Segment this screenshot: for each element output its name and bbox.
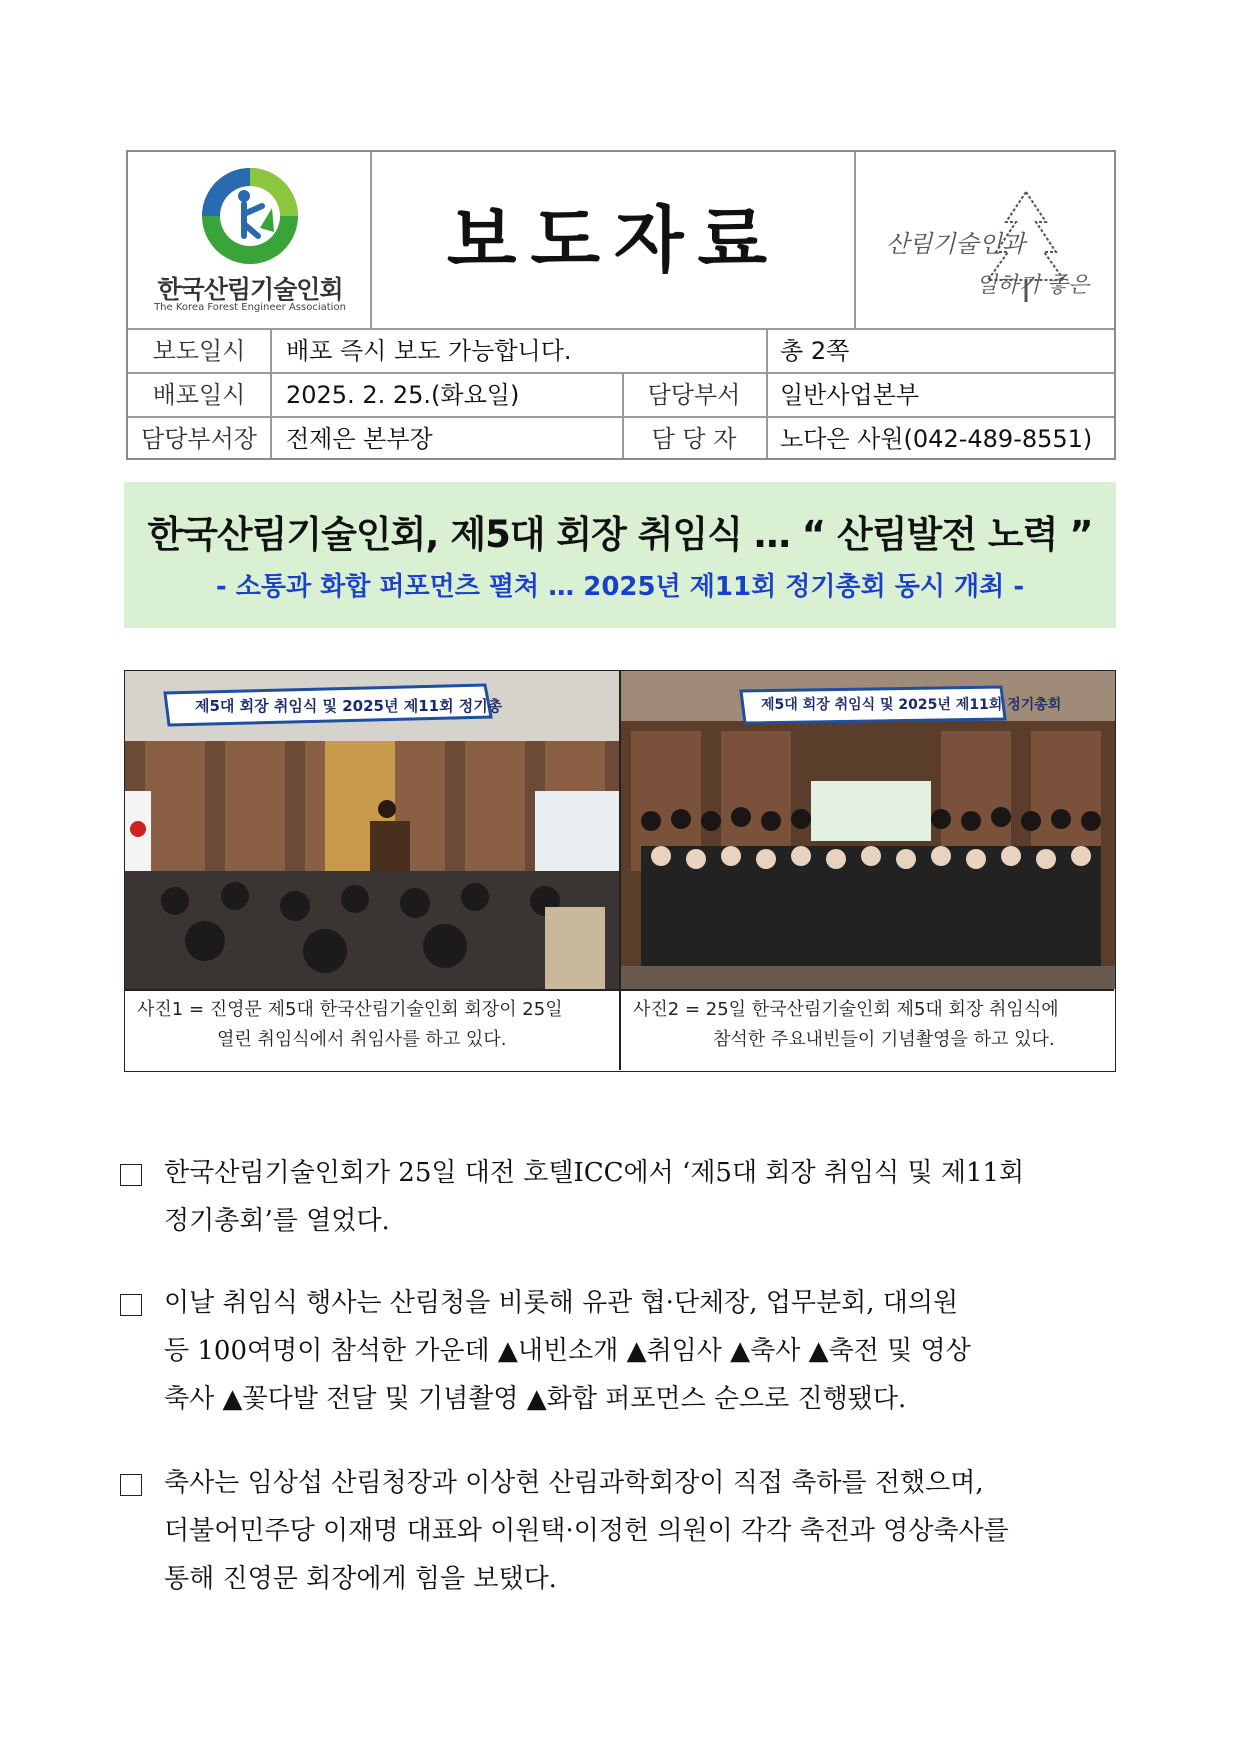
distribution-label: 배포일시 [152, 381, 246, 409]
checkbox-bullet-icon [120, 1474, 142, 1496]
dept-head-value: 전제은 본부장 [286, 425, 433, 453]
contact-value: 노다은 사원(042-489-8551) [780, 425, 1093, 453]
press-header-table [126, 150, 1116, 460]
paragraph-line: 더불어민주당 이재명 대표와 이원택·이정헌 의원이 각각 축전과 영상축사를 [164, 1516, 1009, 1546]
photo-1-ceremony-speech [125, 671, 619, 989]
org-logo [128, 152, 372, 328]
paragraph-line: 축사는 임상섭 산림청장과 이상현 산림과학회장이 직접 축하를 전했으며, [164, 1468, 984, 1498]
photo-table [124, 670, 1116, 1072]
release-value: 배포 즉시 보도 가능합니다. [286, 337, 572, 365]
photo-1-caption-line1: 사진1 = 진영문 제5대 한국산림기술인회 회장이 25일 [137, 999, 563, 1020]
slogan-calligraphy [856, 152, 1116, 328]
pages-value: 총 2쪽 [780, 337, 850, 365]
svg-text:일하기 좋은: 일하기 좋은 [976, 273, 1090, 298]
org-name-en: The Korea Forest Engineer Association [154, 302, 346, 313]
dept-head-label: 담당부서장 [141, 425, 257, 453]
paragraph-2 [120, 1282, 1120, 1432]
paragraph-line: 축사 ▲꽃다발 전달 및 기념촬영 ▲화합 퍼포먼스 순으로 진행됐다. [164, 1384, 907, 1414]
doc-type-title: 보도자료 [446, 198, 782, 282]
org-name: 한국산림기술인회 [157, 275, 343, 304]
paragraph-line: 정기총회’를 열었다. [164, 1206, 390, 1236]
photo-2-caption-line2: 참석한 주요내빈들이 기념촬영을 하고 있다. [713, 1029, 1055, 1050]
paragraph-3 [120, 1462, 1120, 1612]
contact-label: 담 당 자 [651, 425, 737, 453]
slogan-script: 산림기술인과 [886, 230, 1026, 258]
release-label: 보도일시 [152, 337, 246, 365]
photo-2-caption-line1: 사진2 = 25일 한국산림기술인회 제5대 회장 취임식에 [633, 999, 1059, 1020]
distribution-value: 2025. 2. 25.(화요일) [286, 381, 520, 409]
slogan-tree-icon [856, 152, 1116, 328]
headline-band [124, 482, 1116, 628]
paragraph-line: 한국산림기술인회가 25일 대전 호텔ICC에서 ‘제5대 회장 취임식 및 제11회 [164, 1158, 1025, 1188]
paragraph-line: 통해 진영문 회장에게 힘을 보탰다. [164, 1564, 557, 1594]
department-value: 일반사업본부 [780, 381, 920, 409]
checkbox-bullet-icon [120, 1164, 142, 1186]
photo-2-group-photo [621, 671, 1115, 989]
checkbox-bullet-icon [120, 1294, 142, 1316]
paragraph-line: 등 100여명이 참석한 가운데 ▲내빈소개 ▲취임사 ▲축사 ▲축전 및 영상 [164, 1336, 971, 1366]
paragraph-1 [120, 1152, 1120, 1252]
org-logo-mark-icon [200, 166, 300, 266]
photo-1-banner: 제5대 회장 취임식 및 2025년 제11회 정기총 [195, 697, 503, 715]
photo-2-banner: 제5대 회장 취임식 및 2025년 제11회 정기총회 [761, 697, 1062, 713]
headline-subtitle: - 소통과 화합 퍼포먼츠 펼쳐 … 2025년 제11회 정기총회 동시 개최 - [215, 572, 1025, 602]
photo-1-caption-line2: 열린 취임식에서 취임사를 하고 있다. [217, 1029, 507, 1050]
paragraph-line: 이날 취임식 행사는 산림청을 비롯해 유관 협·단체장, 업무분회, 대의원 [164, 1288, 959, 1318]
headline-title: 한국산림기술인회, 제5대 회장 취임식 … “ 산림발전 노력 ” [147, 513, 1093, 556]
department-label: 담당부서 [647, 381, 741, 409]
